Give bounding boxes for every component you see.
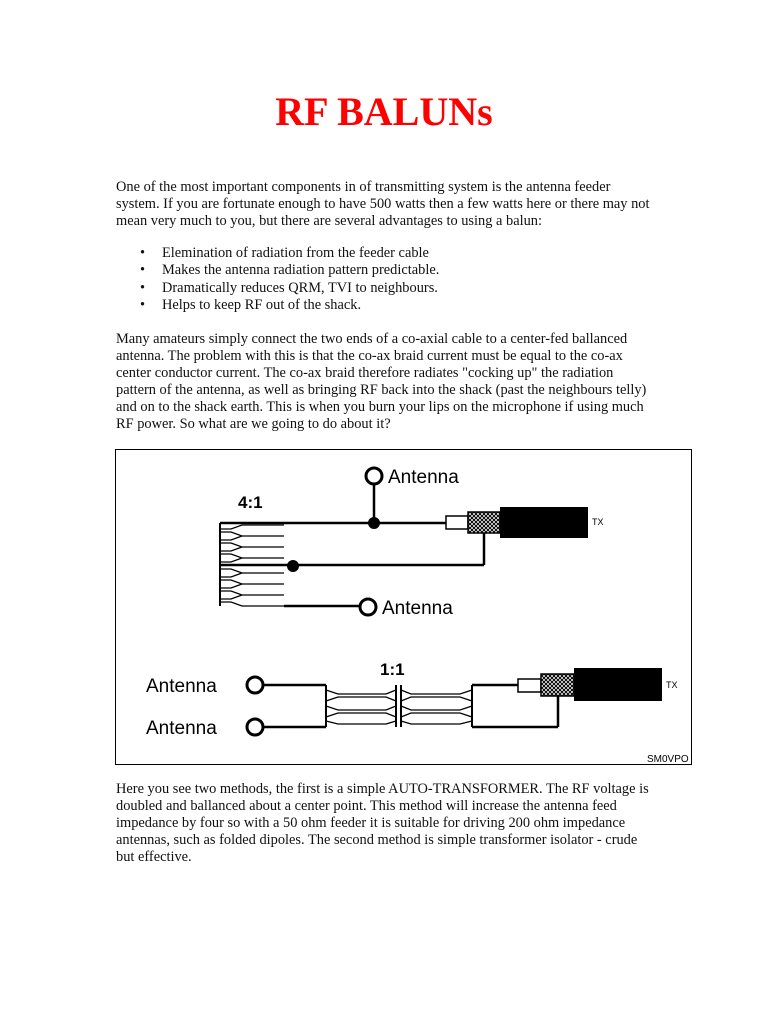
intro-paragraph: One of the most important components in of transmitting system is the antenna feeder system. If you are fortunate enough to have 500 watts then a few watts here or there may not mean very much to you, but there are several advantages to using a balun: (116, 179, 650, 229)
list-item: • Makes the antenna radiation pattern predictable. (116, 262, 656, 279)
list-item: • Dramatically reduces QRM, TVI to neighbours. (116, 280, 656, 297)
antenna-terminal-bottom-1 (247, 677, 263, 693)
tx-label-top: TX (592, 517, 604, 527)
problem-paragraph: Many amateurs simply connect the two ends of a co-axial cable to a center-fed ballanced antenna. The problem with this is that the co-ax braid current must be equal to the co-ax center conductor current. The co-ax braid therefore radiates "cocking up" the radiation pattern of the antenna, as well as bringing RF back into the shack (past the neighbours telly) and on to the shack earth. This is when you burn your lips on the microphone if using much RF power. So what are we going to do about it? (116, 331, 647, 432)
advantages-list (116, 245, 656, 315)
coax-cable-bottom (574, 668, 662, 701)
coax-braid-bottom (541, 674, 574, 696)
coax-center-bottom (518, 679, 541, 692)
junction-dot-middle (287, 560, 299, 572)
coax-cable-top (500, 507, 588, 538)
coax-braid-top (468, 512, 500, 533)
coax-center-top (446, 516, 468, 529)
antenna-label-bottom-2: Antenna (146, 718, 217, 739)
isolator-winding (326, 685, 472, 727)
antenna-terminal-bottom-2 (247, 719, 263, 735)
diagram-credit: SM0VPO (647, 754, 689, 764)
ratio-1-1-label: 1:1 (380, 660, 405, 679)
antenna-label-top: Antenna (388, 467, 459, 488)
antenna-terminal-top (366, 468, 382, 484)
list-item: • Helps to keep RF out of the shack. (116, 297, 656, 314)
tx-label-bottom: TX (666, 680, 678, 690)
antenna-terminal-middle (360, 599, 376, 615)
balun-diagram (115, 449, 692, 765)
summary-paragraph: Here you see two methods, the first is a simple AUTO-TRANSFORMER. The RF voltage is doubled and ballanced about a center point. This method will increase the antenna feed impedance by four so with a 50 ohm feeder it is suitable for driving 200 ohm impedance antennas, such as folded dipoles. The second method is simple transformer isolator - crude but effective. (116, 781, 649, 865)
antenna-label-middle: Antenna (382, 598, 453, 619)
list-item: • Elemination of radiation from the feeder cable (116, 245, 656, 262)
antenna-label-bottom-1: Antenna (146, 676, 217, 697)
junction-dot-upper (368, 517, 380, 529)
ratio-4-1-label: 4:1 (238, 493, 263, 512)
page-title: RF BALUNs (275, 89, 493, 134)
